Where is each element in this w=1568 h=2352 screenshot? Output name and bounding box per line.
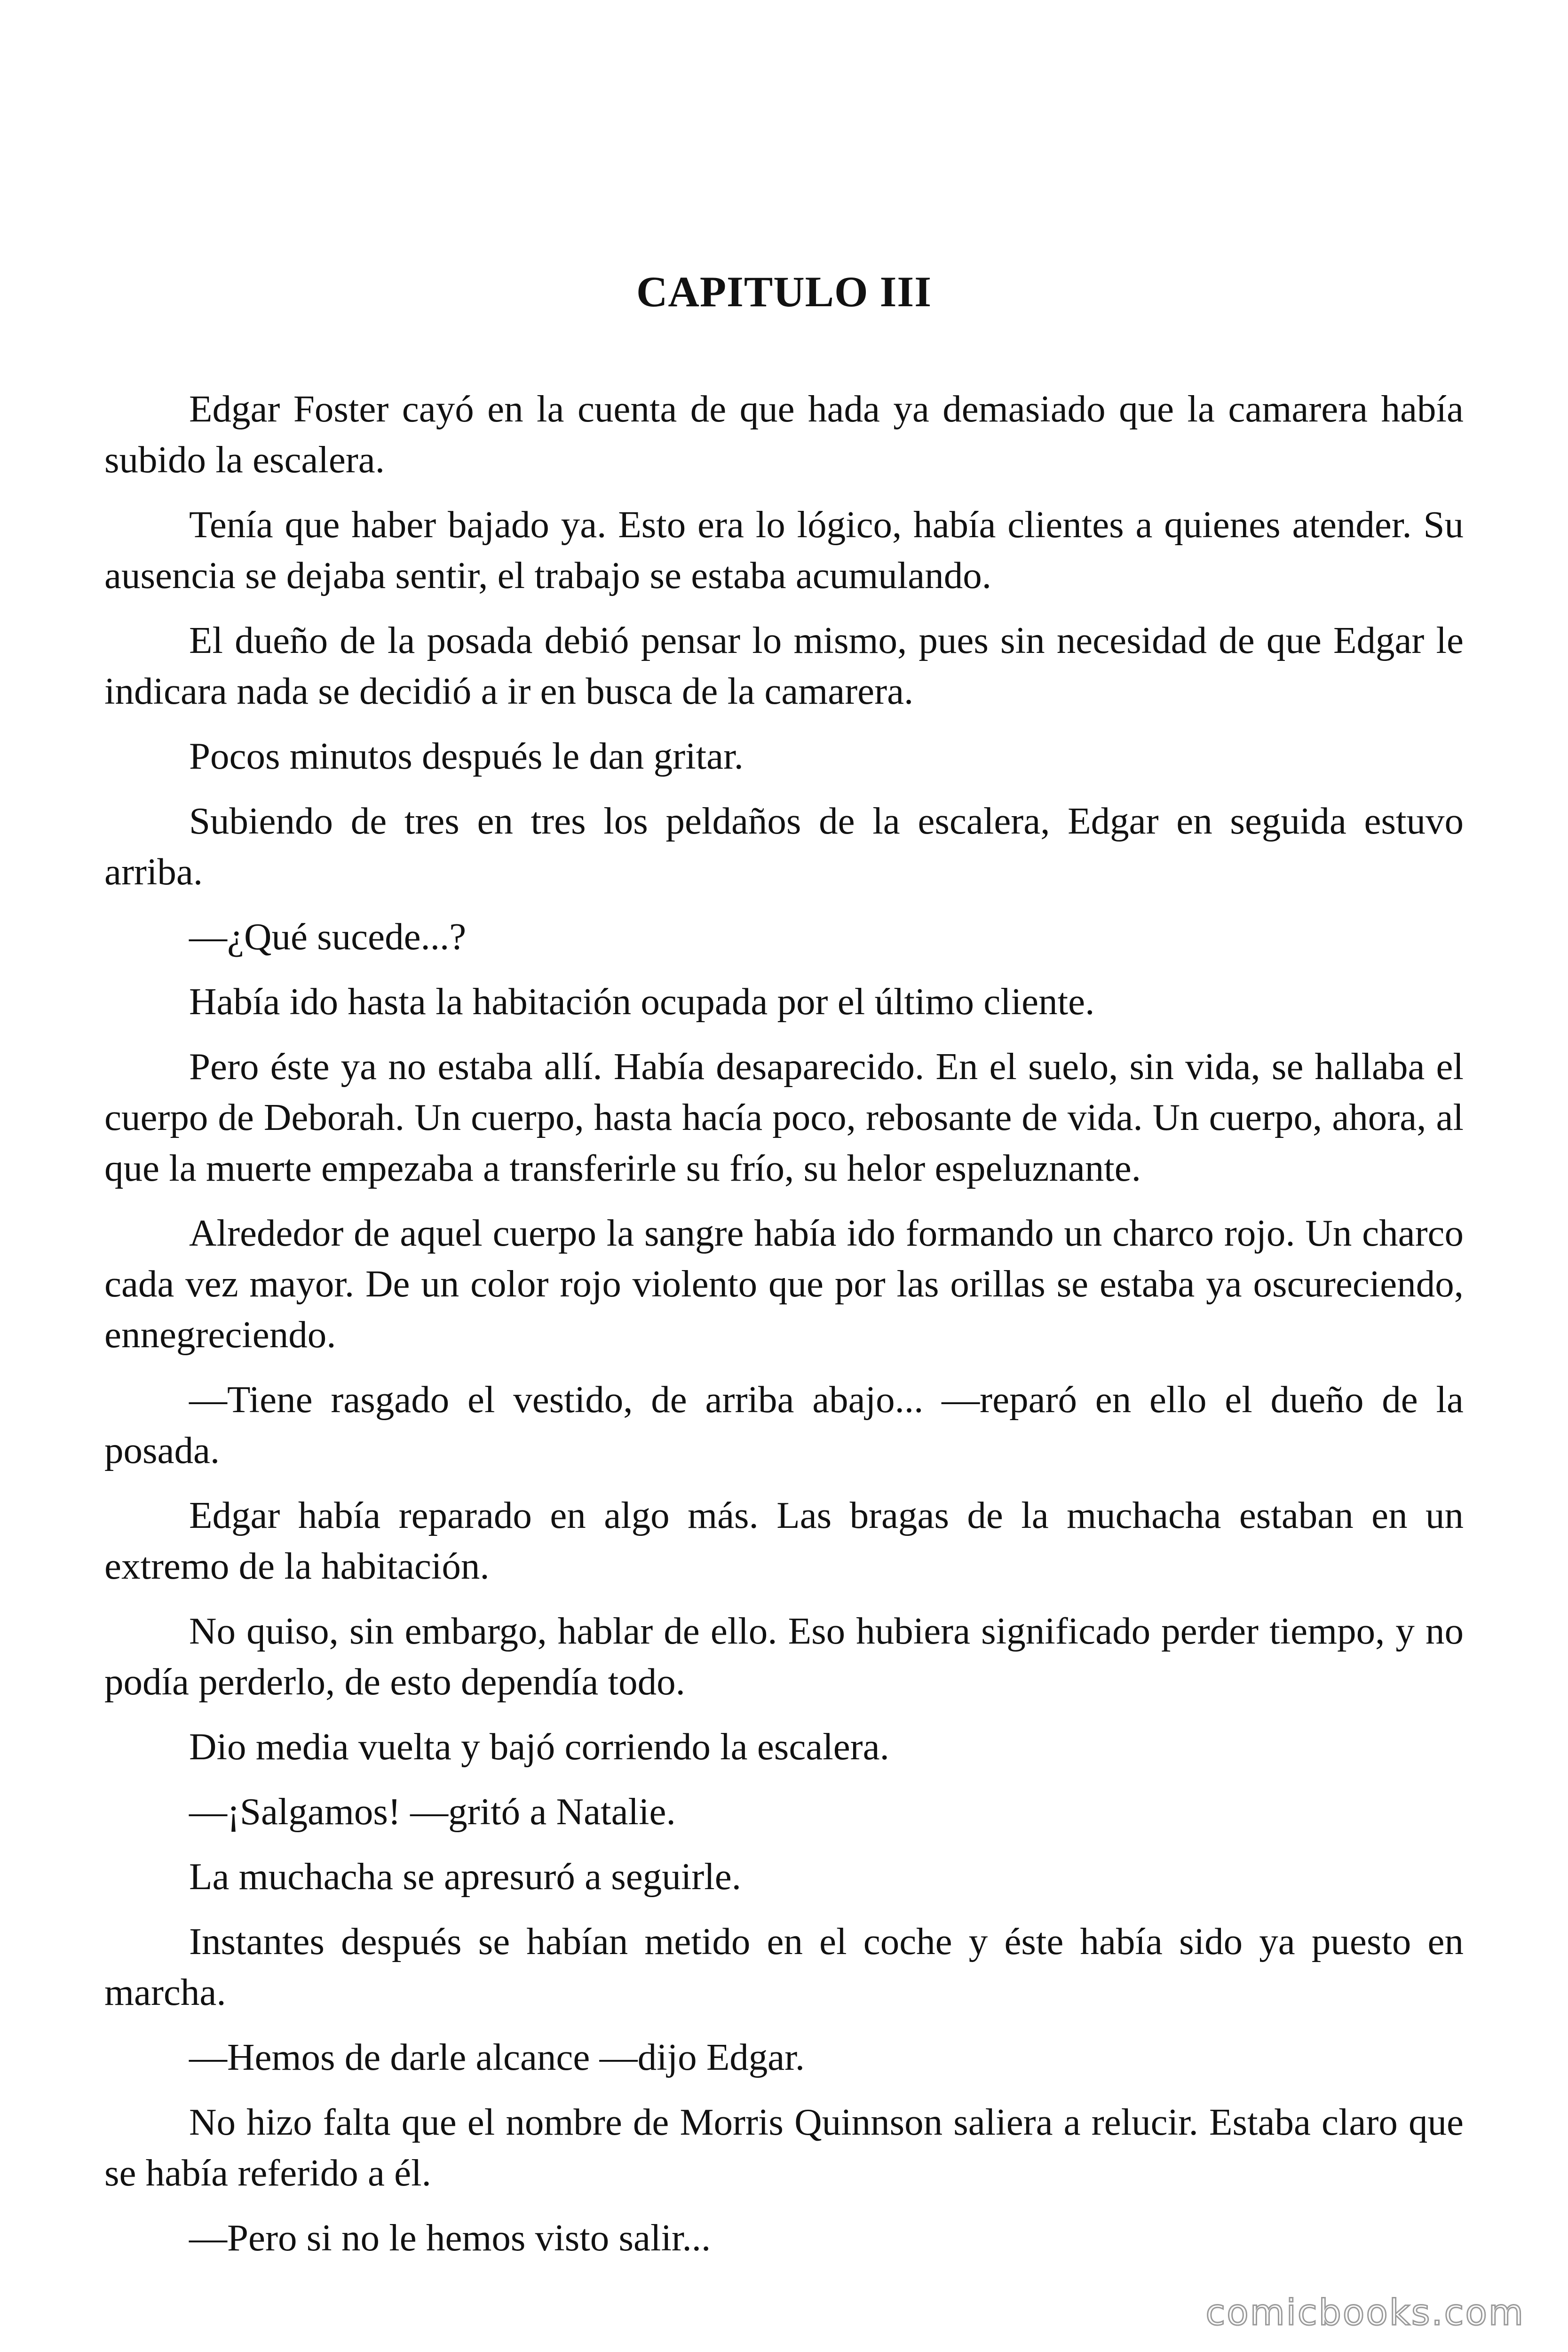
- paragraph: Instantes después se habían metido en el coche y éste había sido ya puesto en marcha.: [104, 1920, 1464, 2013]
- watermark: comicbooks.com: [1205, 2291, 1525, 2333]
- paragraph: Dio media vuelta y bajó corriendo la escalera.: [189, 1725, 889, 1768]
- paragraph: Alrededor de aquel cuerpo la sangre había ido formando un charco rojo. Un charco cada vez mayor. De un color rojo violento que por las orillas se estaba ya oscureciendo, ennegreciendo.: [104, 1212, 1464, 1356]
- paragraph: —Tiene rasgado el vestido, de arriba abajo... —reparó en ello el dueño de la posada.: [104, 1378, 1464, 1471]
- paragraph: —¿Qué sucede...?: [189, 915, 467, 958]
- paragraph: —Hemos de darle alcance —dijo Edgar.: [189, 2036, 805, 2078]
- paragraph: Edgar había reparado en algo más. Las bragas de la muchacha estaban en un extremo de la habitación.: [104, 1494, 1464, 1587]
- paragraph: Subiendo de tres en tres los peldaños de la escalera, Edgar en seguida estuvo arriba.: [104, 800, 1464, 893]
- paragraph: —Pero si no le hemos visto salir...: [189, 2217, 711, 2259]
- paragraph: Tenía que haber bajado ya. Esto era lo lógico, había clientes a quienes atender. Su ausencia se dejaba sentir, el trabajo se estaba acumulando.: [104, 503, 1464, 596]
- paragraph: No hizo falta que el nombre de Morris Quinnson saliera a relucir. Estaba claro que se había referido a él.: [104, 2101, 1464, 2194]
- paragraph: La muchacha se apresuró a seguirle.: [189, 1855, 741, 1898]
- paragraph: Pocos minutos después le dan gritar.: [189, 735, 744, 777]
- paragraph: No quiso, sin embargo, hablar de ello. Eso hubiera significado perder tiempo, y no podía perderlo, de esto dependía todo.: [104, 1610, 1464, 1703]
- paragraph: —¡Salgamos! —gritó a Natalie.: [189, 1790, 676, 1833]
- paragraph: Edgar Foster cayó en la cuenta de que hada ya demasiado que la camarera había subido la escalera.: [104, 388, 1464, 481]
- body-text: [104, 383, 1464, 2263]
- paragraph: Había ido hasta la habitación ocupada por el último cliente.: [189, 980, 1095, 1023]
- page-content: [104, 263, 1464, 2277]
- paragraph: Pero éste ya no estaba allí. Había desaparecido. En el suelo, sin vida, se hallaba el cuerpo de Deborah. Un cuerpo, hasta hacía poco, rebosante de vida. Un cuerpo, ahora, al que la muerte empezaba a transferirle su frío, su helor espeluznante.: [104, 1045, 1464, 1189]
- paragraph: El dueño de la posada debió pensar lo mismo, pues sin necesidad de que Edgar le indicara nada se decidió a ir en busca de la camarera.: [104, 619, 1464, 712]
- chapter-title: CAPITULO III: [636, 268, 932, 316]
